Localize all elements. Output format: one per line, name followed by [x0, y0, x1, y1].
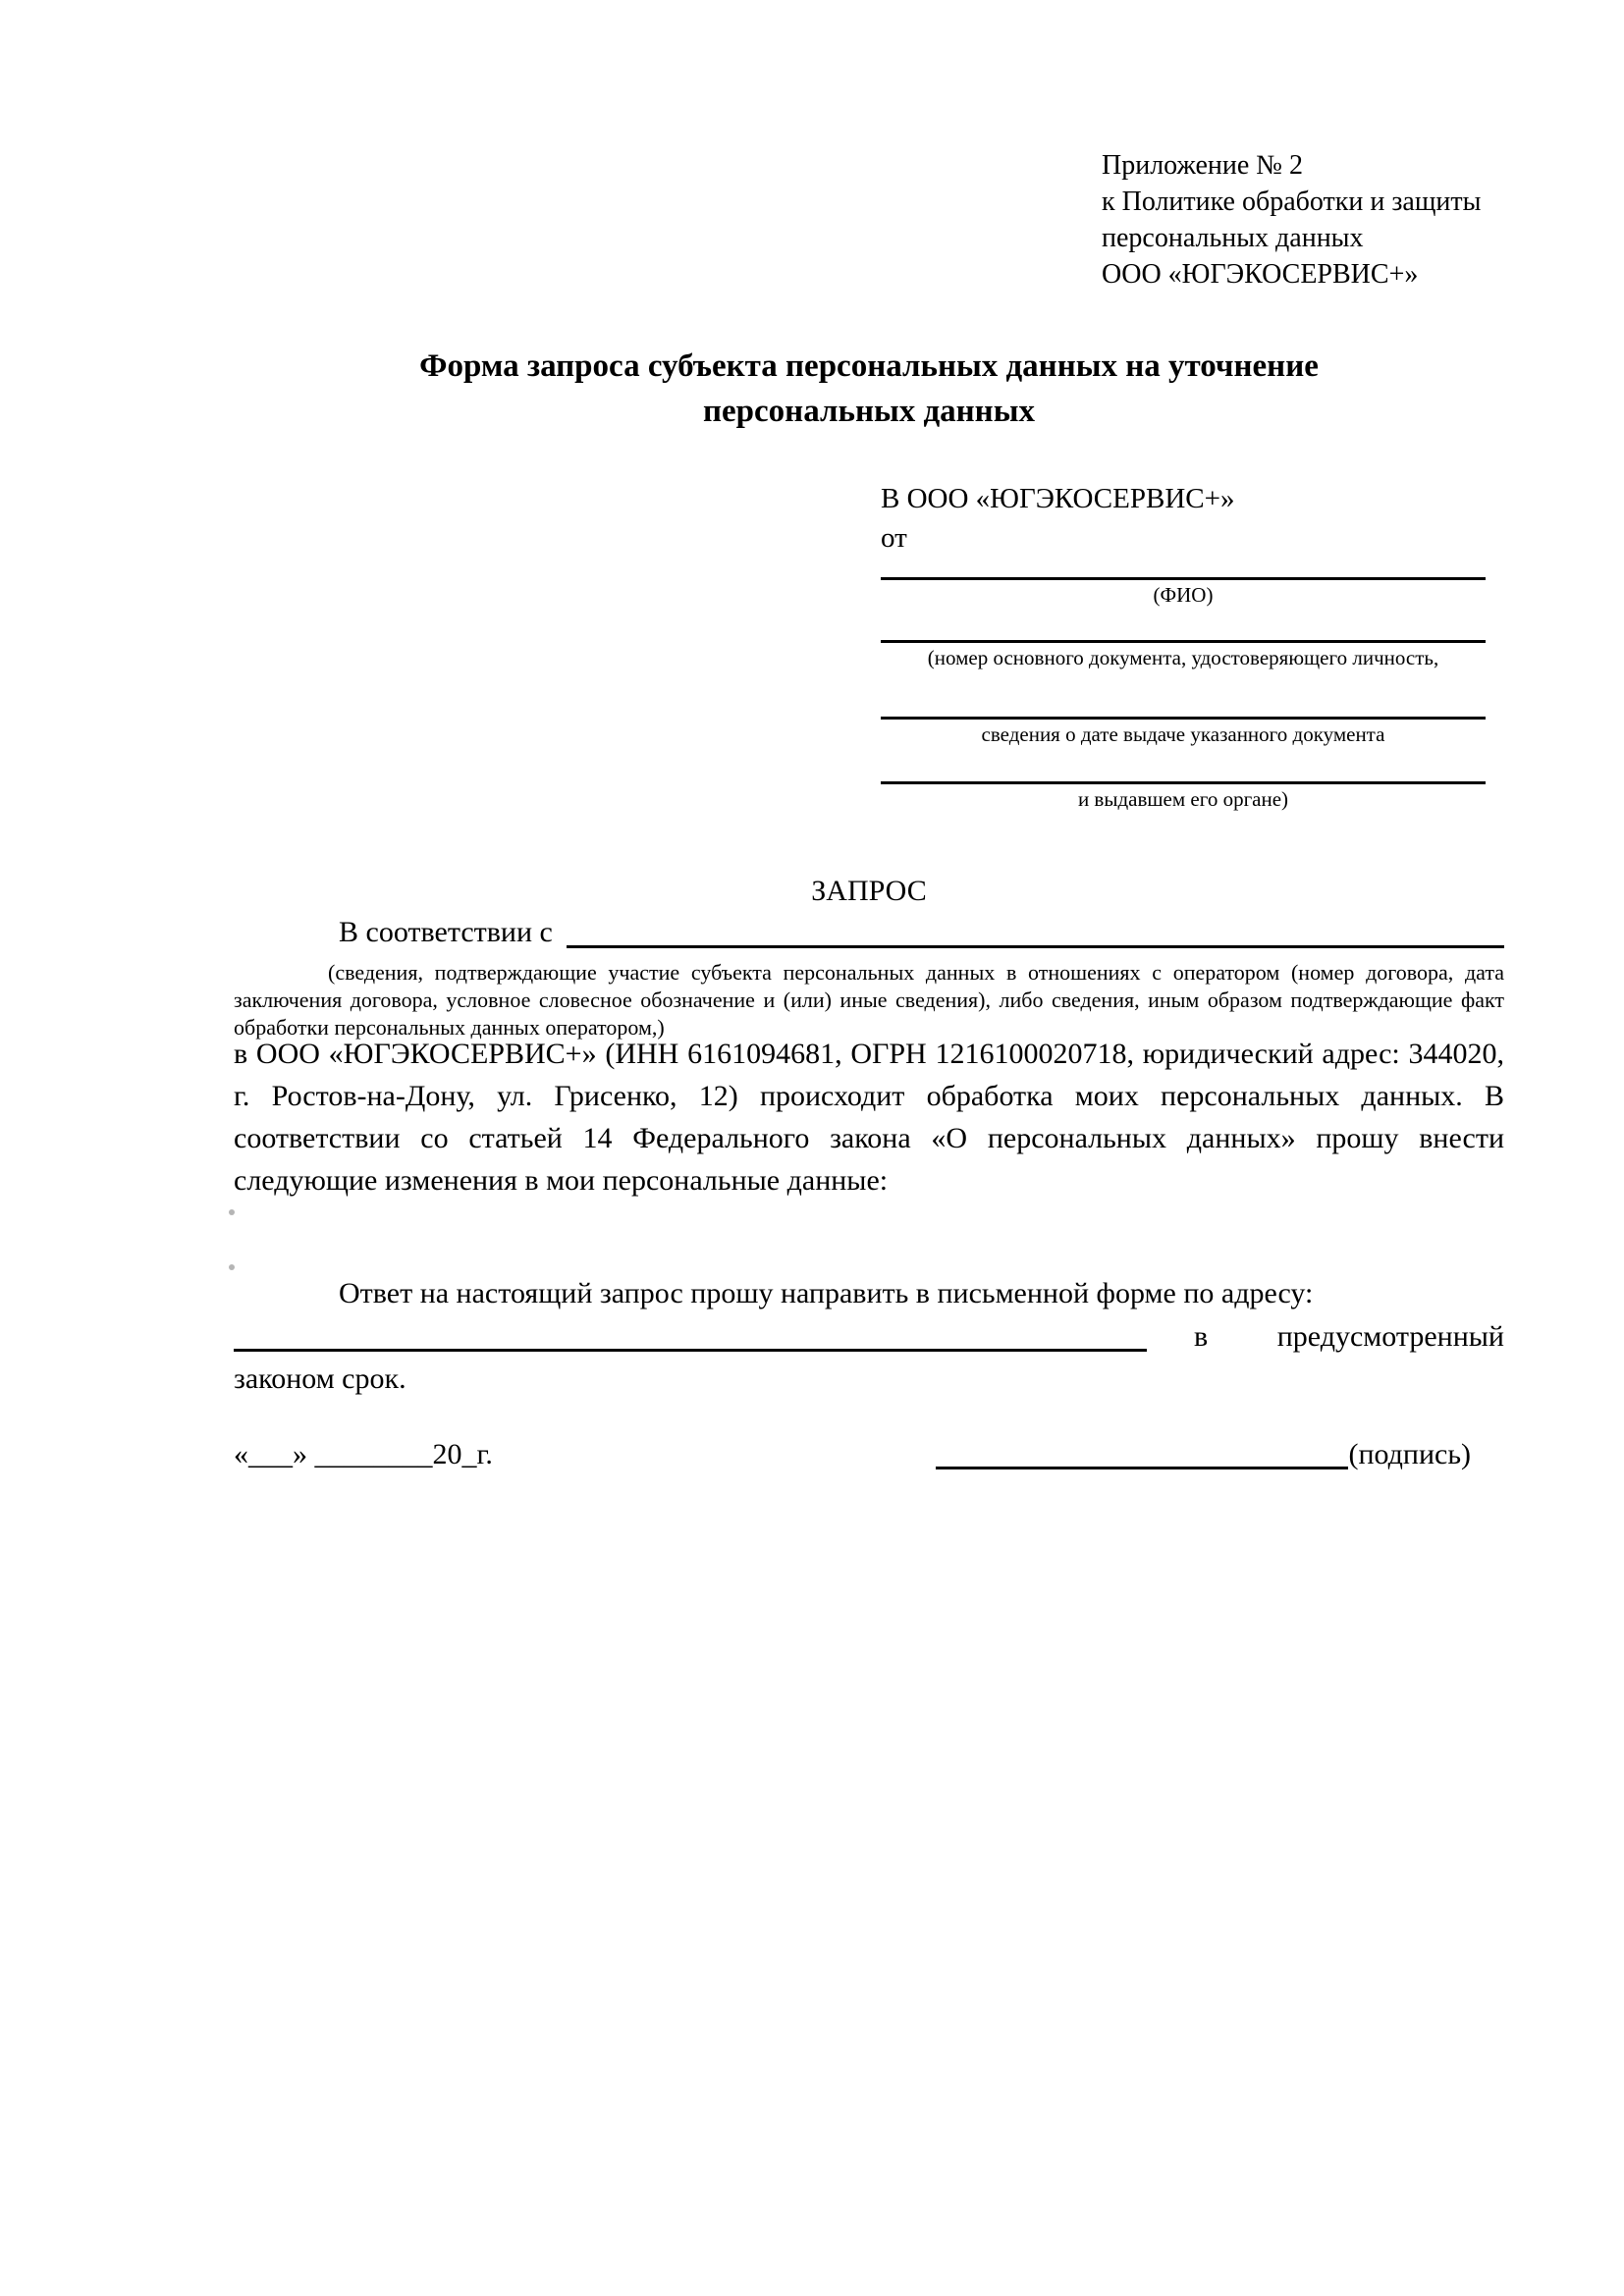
appendix-line: ООО «ЮГЭКОСЕРВИС+»: [1102, 259, 1419, 290]
faint-dot-mark: [229, 1209, 235, 1215]
document-title-line: персональных данных: [703, 394, 1035, 429]
signature-caption: (подпись): [1348, 1438, 1471, 1470]
doc-issuer-blank-line: [881, 747, 1486, 784]
appendix-reference-block: [1102, 147, 1481, 293]
doc-number-blank-line: [881, 608, 1486, 643]
address-blank-line: [234, 1349, 1147, 1352]
doc-issuer-caption: и выдавшем его органе): [1077, 787, 1289, 811]
document-title: [234, 344, 1504, 434]
reply-address-row: [234, 1314, 1504, 1358]
reply-word-due: предусмотренный: [1276, 1320, 1504, 1353]
lead-label: В соответствии с: [339, 916, 553, 948]
appendix-line: персональных данных: [1102, 223, 1364, 253]
signature-group: [936, 1433, 1471, 1475]
lead-line: [234, 911, 1504, 953]
reply-paragraph: [234, 1272, 1504, 1400]
reply-row-tail: [1147, 1315, 1504, 1358]
fio-caption: (ФИО): [1153, 583, 1214, 607]
reply-closing-line: законом срок.: [234, 1362, 406, 1395]
doc-date-blank-line: [881, 670, 1486, 720]
fio-blank-line: [881, 558, 1486, 580]
appendix-line: Приложение № 2: [1102, 150, 1303, 181]
doc-date-caption: сведения о дате выдаче указанного документа: [981, 722, 1385, 746]
appendix-line: к Политике обработки и защиты: [1102, 187, 1482, 217]
reply-word-in: в: [1194, 1320, 1209, 1353]
addressee-to: В ООО «ЮГЭКОСЕРВИС+»: [881, 483, 1235, 514]
signature-blank-line: [936, 1467, 1348, 1469]
request-body-paragraph: в ООО «ЮГЭКОСЕРВИС+» (ИНН 6161094681, ОГРН 1216100020718, юридический адрес: 344020, г. Ростов-на-Дону, ул. Грисенко, 12) происходит обработка моих персональных данных. В соответствии со статьей 14 Федерального закона «О персональных данных» прошу внести следующие изменения в мои персональные данные:: [234, 1038, 1504, 1197]
document-title-line: Форма запроса субъекта персональных данных на уточнение: [419, 348, 1319, 384]
signature-row: [234, 1433, 1471, 1475]
reply-intro-line: Ответ на настоящий запрос прошу направить в письменной форме по адресу:: [339, 1277, 1314, 1309]
lead-note: (сведения, подтверждающие участие субъекта персональных данных в отношениях с оператором (номер договора, дата заключения договора, условное словесное обозначение и (или) иные сведения), либо сведения, иным образом подтверждающие факт обработки персональных данных оператором,): [234, 960, 1504, 1040]
lead-blank-line: [567, 945, 1504, 948]
date-blank: «___» ________20_г.: [234, 1438, 493, 1470]
addressee-block: [881, 479, 1486, 812]
addressee-from-label: от: [881, 522, 907, 554]
request-heading: ЗАПРОС: [811, 875, 927, 907]
faint-dot-mark: [229, 1264, 235, 1270]
doc-number-caption: (номер основного документа, удостоверяющего личность,: [927, 646, 1439, 669]
